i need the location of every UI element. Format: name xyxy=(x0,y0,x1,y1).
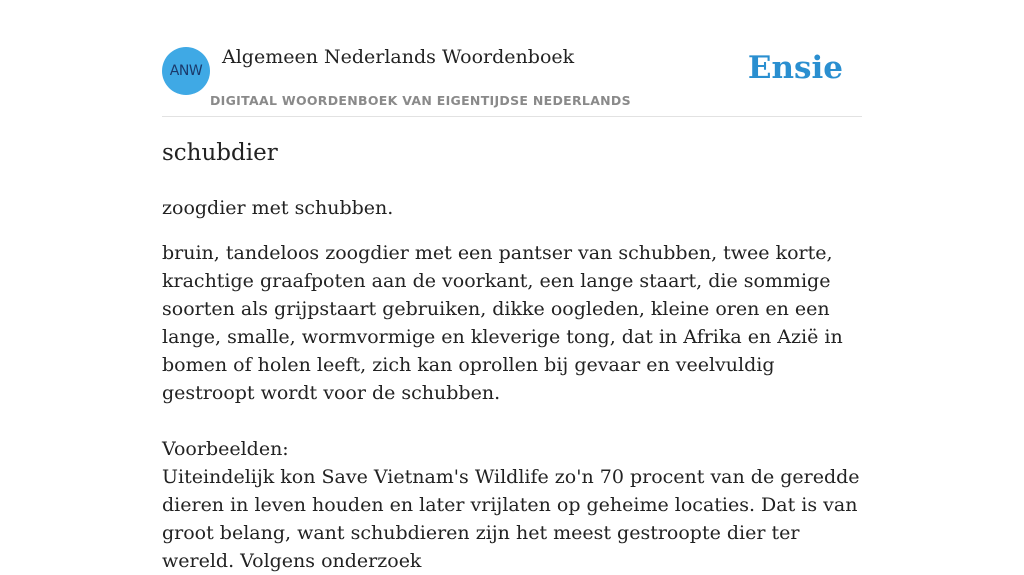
page-container xyxy=(162,0,862,572)
ensie-brand-logo[interactable]: Ensie xyxy=(747,50,843,86)
short-definition: zoogdier met schubben. xyxy=(162,197,394,219)
site-subtitle: DIGITAAL WOORDENBOEK VAN EIGENTIJDSE NEDERLANDS xyxy=(210,93,631,108)
site-header xyxy=(162,0,862,117)
definition-body xyxy=(162,239,862,575)
examples-label: Voorbeelden: xyxy=(162,438,289,460)
anw-logo-text: ANW xyxy=(169,63,203,79)
paragraph-spacer xyxy=(162,407,862,435)
anw-logo[interactable] xyxy=(162,47,210,95)
page-title: schubdier xyxy=(162,140,278,166)
site-title[interactable]: Algemeen Nederlands Woordenboek xyxy=(222,46,575,68)
long-definition: bruin, tandeloos zoogdier met een pantser van schubben, twee korte, krachtige graafpoten aan de voorkant, een lange staart, die sommige soorten als grijpstaart gebruiken, dikke oogleden, kleine oren en een lange, smalle, wormvormige en kleverige tong, dat in Afrika en Azië in bomen of holen leeft, zich kan oprollen bij gevaar en veelvuldig gestroopt wordt voor de schubben. xyxy=(162,242,843,404)
example-text: Uiteindelijk kon Save Vietnam's Wildlife zo'n 70 procent van de geredde dieren in leven houden en later vrijlaten op geheime locaties. Dat is van groot belang, want schubdieren zijn het meest gestroopte dier ter wereld. Volgens onderzoek xyxy=(162,466,860,572)
